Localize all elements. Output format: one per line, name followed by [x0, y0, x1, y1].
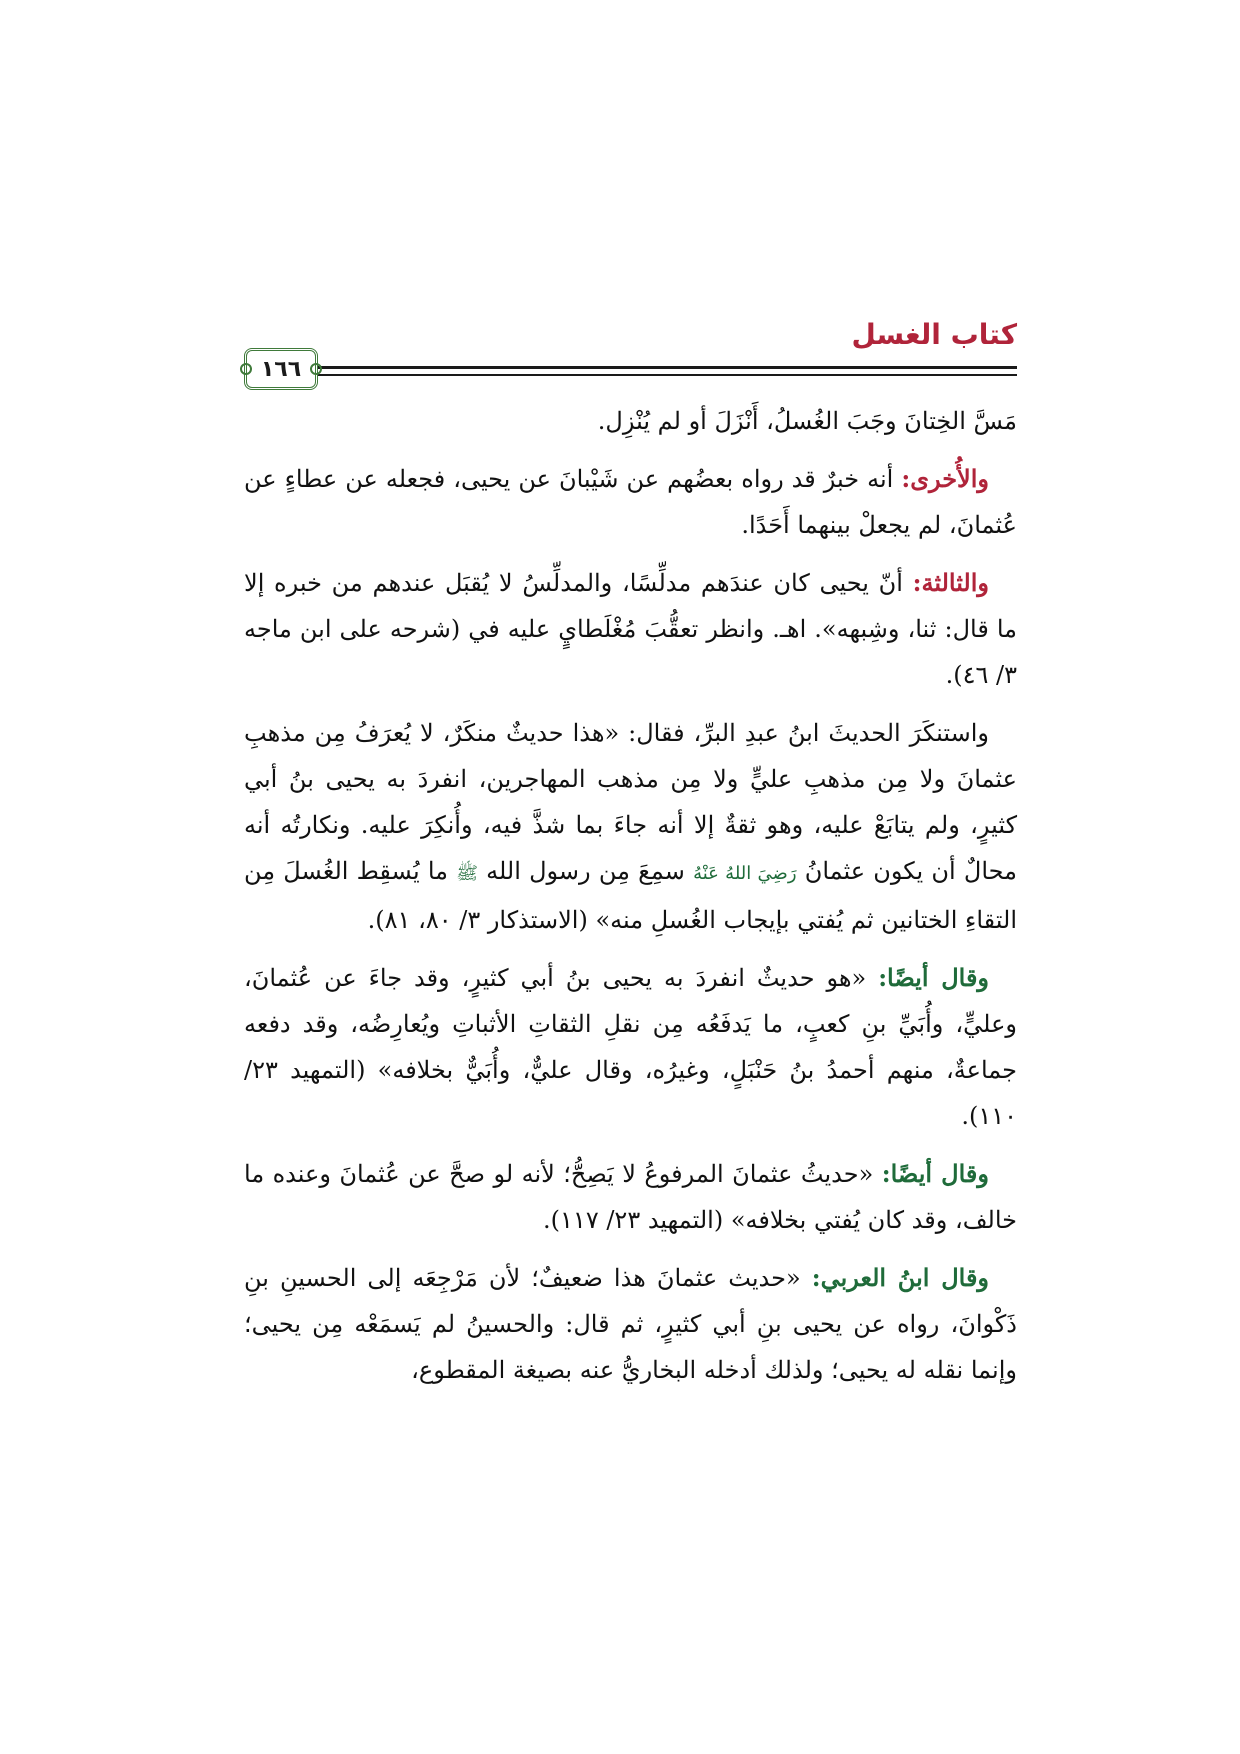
paragraph-text: أنّ يحيى كان عندَهم مدلِّسًا، والمدلِّسُ لا يُقبَل عندهم من خبره إلا ما قال: ثنا، وشِبهه». اهـ. وانظر تعقُّبَ مُغْلَطايٍ عليه في (شرحه على ابن ماجه ٣/ ٤٦). — [244, 569, 1017, 689]
paragraph-lead: والثالثة: — [912, 568, 989, 597]
paragraph-7 — [244, 1255, 1017, 1393]
paragraph-text: «حديث عثمانَ هذا ضعيفٌ؛ لأن مَرْجِعَه إلى الحسينِ بنِ ذَكْوانَ، رواه عن يحيى بنِ أبي كثيرٍ، ثم قال: والحسينُ لم يَسمَعْه مِن يحيى؛ وإنما نقله له يحيى؛ ولذلك أدخله البخاريُّ عنه بصيغة المقطوع، — [244, 1264, 1017, 1384]
paragraph-2 — [244, 456, 1017, 548]
paragraph-lead: وقال أيضًا: — [881, 1159, 989, 1188]
paragraph-lead: والأُخرى: — [901, 464, 989, 493]
paragraph-text: «حديثُ عثمانَ المرفوعُ لا يَصِحُّ؛ لأنه لو صحَّ عن عُثمانَ وعنده ما خالف، وقد كان يُفتي بخلافه» (التمهيد ٢٣/ ١١٧). — [244, 1160, 1017, 1234]
paragraph-text: واستنكَرَ الحديثَ ابنُ عبدِ البرِّ، فقال: «هذا حديثٌ منكَرٌ، لا يُعرَفُ مِن مذهبِ عثمانَ ولا مِن مذهبِ عليٍّ ولا مِن مذهب المهاجرين، انفردَ به يحيى بنُ أبي كثيرٍ، ولم يتابَعْ عليه، وهو ثقةٌ إلا أنه جاءَ بما شذَّ فيه، وأُنكِرَ عليه. ونكارتُه أنه محالٌ أن يكون عثمانُ — [244, 719, 1017, 885]
paragraph-4 — [244, 710, 1017, 943]
honorific-glyph: رَضِيَ اللهُ عَنْهُ — [693, 863, 797, 884]
paragraph-text: ما يُسقِط الغُسلَ مِن التقاءِ الختانين ثم يُفتي بإيجاب الغُسلِ منه» (الاستذكار ٣/ ٨٠، ٨١). — [244, 857, 1017, 934]
page-header — [244, 318, 1017, 390]
paragraph-6 — [244, 1151, 1017, 1243]
running-title: كتاب الغسل — [851, 318, 1017, 351]
honorific-glyph: ﷺ — [456, 863, 478, 884]
paragraph-text: سمِعَ مِن رسول الله — [477, 857, 694, 885]
paragraph-text: أنه خبرٌ قد رواه بعضُهم عن شَيْبانَ عن يحيى، فجعله عن عطاءٍ عن عُثمانَ، لم يجعلْ بينهما أَحَدًا. — [244, 465, 1017, 539]
header-rule — [244, 366, 1017, 369]
body-text — [244, 398, 1017, 1405]
paragraph-5 — [244, 955, 1017, 1139]
header-rule-thin — [244, 374, 1017, 376]
paragraph-text: «هو حديثٌ انفردَ به يحيى بنُ أبي كثيرٍ، وقد جاءَ عن عُثمانَ، وعليٍّ، وأُبَيِّ بنِ كعبٍ، ما يَدفَعُه مِن نقلِ الثقاتِ الأثباتِ ويُعارِضُه، وقد دفعه جماعةٌ، منهم أحمدُ بنُ حَنْبَلٍ، وغيرُه، وقال عليٌّ، وأُبَيٌّ بخلافه» (التمهيد ٢٣/ ١١٠). — [244, 964, 1017, 1130]
page-number-ornament — [244, 348, 318, 390]
paragraph-1 — [244, 398, 1017, 444]
paragraph-text: مَسَّ الخِتانَ وجَبَ الغُسلُ، أَنْزَلَ أو لم يُنْزِل. — [597, 407, 1017, 435]
page-number: ١٦٦ — [260, 356, 302, 382]
paragraph-3 — [244, 560, 1017, 698]
paragraph-lead: وقال ابنُ العربي: — [811, 1263, 990, 1292]
paragraph-lead: وقال أيضًا: — [878, 963, 990, 992]
